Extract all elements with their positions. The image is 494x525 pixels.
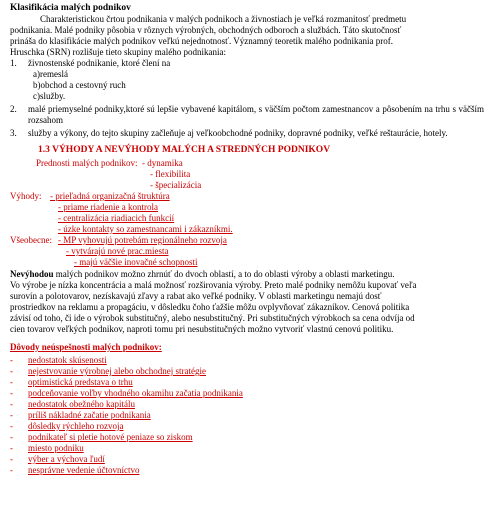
vseobecne-item: - majú väčšie inovačné schopnosti bbox=[74, 257, 198, 267]
failure-text: nedostatok obežného kapitálu bbox=[28, 399, 135, 409]
failure-text: miesto podniku bbox=[28, 443, 84, 453]
failure-item: - podceňovanie voľby vhodného okamihu začatia podnikania bbox=[10, 388, 243, 398]
prednosti-item: - dynamika bbox=[142, 158, 183, 168]
vseobecne-row bbox=[10, 235, 494, 246]
failure-text: podnikateľ si pletie hotové peniaze so ziskom bbox=[28, 432, 193, 442]
group-text: živnostenské podnikanie, ktoré člení na bbox=[28, 58, 171, 68]
vseobecne-item: - vytvárajú nové prac.miesta bbox=[66, 246, 169, 256]
vyhody-item: - priame riadenie a kontrola bbox=[58, 202, 158, 212]
prednosti-row bbox=[10, 180, 494, 191]
failure-text: nesprávne vedenie účtovníctvo bbox=[28, 465, 140, 475]
group-number: 1. bbox=[10, 58, 17, 68]
vyhody-row bbox=[10, 213, 494, 224]
page-title: Klasifikácia malých podnikov bbox=[10, 3, 131, 13]
vyhody-block bbox=[10, 191, 494, 235]
failure-item: - príliš nákladné začatie podnikania bbox=[10, 410, 151, 420]
vyhody-label: Výhody: bbox=[10, 191, 42, 201]
nevyhody-line: surovín a polotovarov, nezískavajú zľavy a rabat ako veľké podniky. V oblasti marketingu nemajú dosť bbox=[10, 291, 382, 301]
intro-line: Charakteristickou črtou podnikania v malých podnikoch a živnostiach je veľká rozmanitosť predmetu bbox=[40, 14, 407, 24]
failure-text: výber a výchova ľudí bbox=[28, 454, 105, 464]
failure-item: - nejestvovanie výrobnej alebo obchodnej stratégie bbox=[10, 366, 206, 376]
prednosti-row bbox=[10, 169, 494, 180]
nevyhody-line: cien tovarov veľkých podnikov, naproti tomu pri nesubstitučných možno vytvoriť vlastnú cenovú politiku. bbox=[10, 324, 394, 334]
failure-text: podceňovanie voľby vhodného okamihu začatia podnikania bbox=[28, 388, 243, 398]
vseobecne-row bbox=[10, 246, 494, 257]
prednosti-row bbox=[10, 158, 494, 169]
nevyhody-bold: Nevýhodou bbox=[10, 269, 54, 279]
failure-text: príliš nákladné začatie podnikania bbox=[28, 410, 151, 420]
prednosti-item: - flexibilita bbox=[150, 169, 191, 179]
intro-line: prináša do klasifikácie malých podnikov veľkú nejednotnosť. Významný teoretik malého podnikania prof. bbox=[10, 36, 393, 46]
group-number: 2. bbox=[10, 104, 17, 114]
nevyhody-text: malých podnikov možno zhrnúť do dvoch oblastí, a to do oblasti výroby a oblasti marketingu. bbox=[53, 269, 395, 279]
subgroup-item: c)služby. bbox=[33, 91, 66, 101]
section-heading: 1.3 VÝHODY A NEVÝHODY MALÝCH A STREDNÝCH PODNIKOV bbox=[38, 145, 331, 155]
failure-list bbox=[10, 355, 494, 476]
vyhody-row bbox=[10, 202, 494, 213]
group-item bbox=[10, 58, 484, 69]
failure-heading: Dôvody neúspešnosti malých podnikov: bbox=[10, 342, 162, 352]
intro-line: Hruschka (SRN) rozlišuje tieto skupiny malého podnikania: bbox=[10, 47, 226, 57]
group-text: malé priemyselné podniky,ktoré sú lepšie vybavené kapitálom, s väčším počtom zamestnancov a pôsobením na trhu s väčším rozsahom bbox=[28, 104, 484, 125]
intro-line: podnikania. Malé podniky pôsobia v rôznych výrobných, obchodných odboroch a službách. Táto skutočnosť bbox=[10, 25, 402, 35]
subgroup-item: b)obchod a cestovný ruch bbox=[33, 80, 126, 90]
group-number: 3. bbox=[10, 128, 17, 138]
nevyhody-line bbox=[10, 269, 484, 280]
failure-item: - optimistická predstava o trhu bbox=[10, 377, 133, 387]
nevyhody-paragraph bbox=[10, 269, 484, 335]
vseobecne-item: - MP vyhovujú potrebám regionálneho rozvoja bbox=[58, 235, 227, 245]
group-item bbox=[10, 104, 484, 126]
intro-paragraph bbox=[10, 14, 484, 58]
prednosti-item: - špecializácia bbox=[150, 180, 202, 190]
vyhody-row bbox=[10, 191, 494, 202]
failure-text: nejestvovanie výrobnej alebo obchodnej stratégie bbox=[28, 366, 206, 376]
vseobecne-label: Všeobecne: bbox=[10, 235, 52, 245]
prednosti-block bbox=[10, 158, 494, 191]
vseobecne-block bbox=[10, 235, 494, 268]
vseobecne-row bbox=[10, 257, 494, 268]
failure-item: - nesprávne vedenie účtovníctvo bbox=[10, 465, 140, 475]
failure-text: dôsledky rýchleho rozvoja bbox=[28, 421, 124, 431]
failure-item: - nedostatok skúsenosti bbox=[10, 355, 107, 365]
group-list bbox=[10, 58, 494, 139]
vyhody-item: - prieľadná organizačná štruktúra bbox=[50, 191, 170, 201]
failure-text: optimistická predstava o trhu bbox=[28, 377, 133, 387]
group-item bbox=[10, 128, 484, 139]
failure-item: - dôsledky rýchleho rozvoja bbox=[10, 421, 124, 431]
vyhody-row bbox=[10, 224, 494, 235]
subgroup-item: a)remeslá bbox=[33, 69, 68, 79]
failure-item: - nedostatok obežného kapitálu bbox=[10, 399, 135, 409]
nevyhody-line: závisí od toho, či ide o výrobok substitučný, alebo nesubstitučný. Pri substitučných výrobkoch sa cena odvíja od bbox=[10, 313, 415, 323]
vyhody-item: - centralizácia riadiacich funkcií bbox=[58, 213, 175, 223]
failure-text: nedostatok skúsenosti bbox=[28, 355, 107, 365]
failure-item: - výber a výchova ľudí bbox=[10, 454, 105, 464]
failure-item: - miesto podniku bbox=[10, 443, 84, 453]
nevyhody-line: prostriedkov na reklamu a propagáciu, v dôsledku čoho ťažšie môžu ovplyvňovať zákazníkov. Cenová politika bbox=[10, 302, 410, 312]
prednosti-label: Prednosti malých podnikov: bbox=[36, 158, 138, 168]
nevyhody-line: Vo výrobe je nízka koncentrácia a malá možnosť rozširovania výroby. Preto malé podniky nemôžu kupovať veľa bbox=[10, 280, 417, 290]
failure-block bbox=[10, 342, 494, 476]
failure-item: - podnikateľ si pletie hotové peniaze so ziskom bbox=[10, 432, 193, 442]
group-text: služby a výkony, do tejto skupiny začleňuje aj veľkoobchodné podniky, dopravné podniky, veľké reštaurácie, hotely. bbox=[28, 128, 448, 138]
vyhody-item: - úzke kontakty so zamestnancami i zákazníkmi. bbox=[58, 224, 233, 234]
